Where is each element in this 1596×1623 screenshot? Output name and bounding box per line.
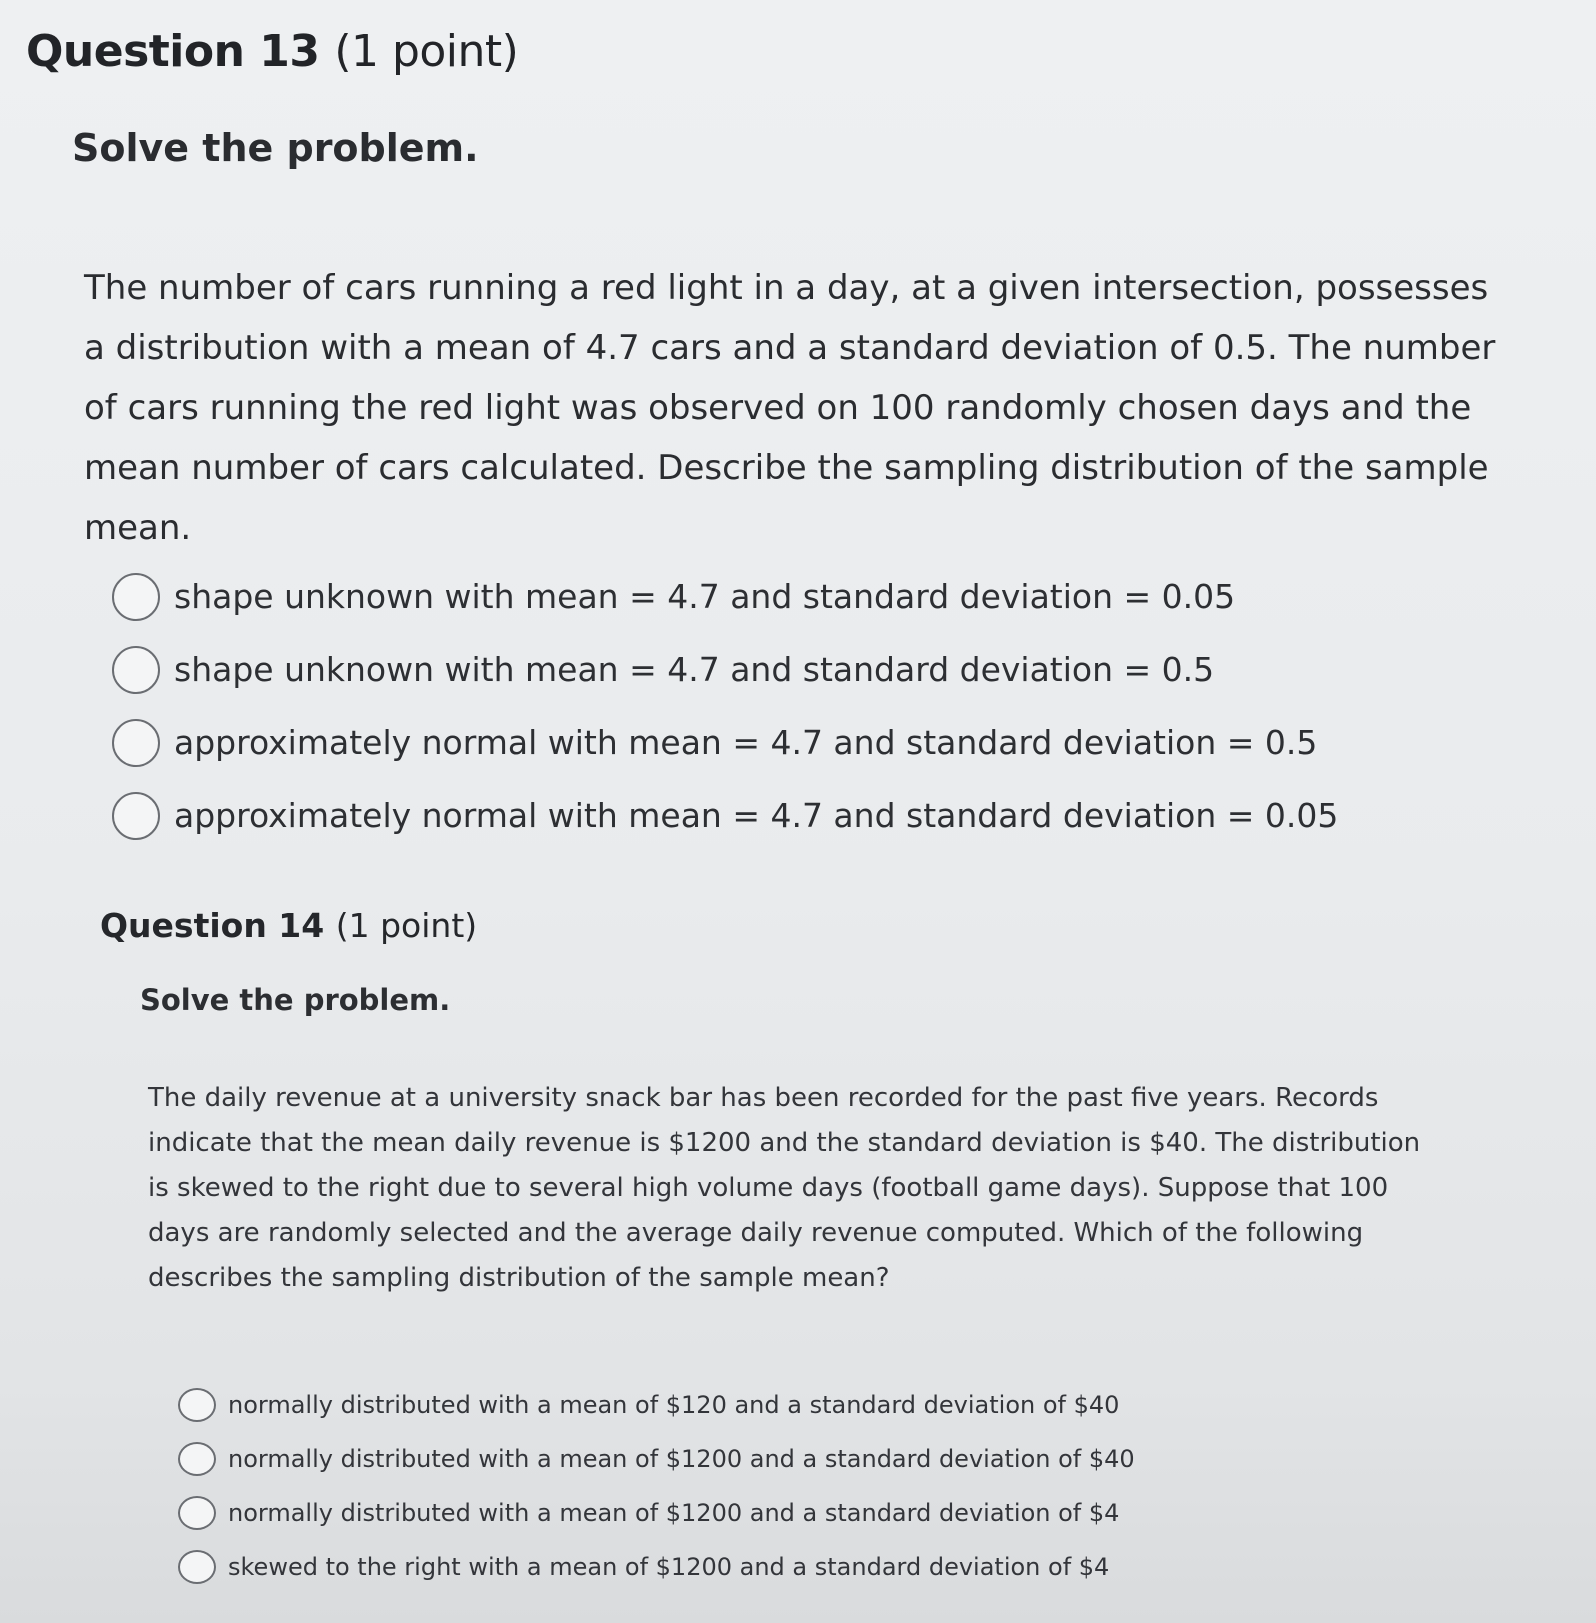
radio-button[interactable] bbox=[178, 1496, 216, 1530]
option-label: approximately normal with mean = 4.7 and standard deviation = 0.5 bbox=[174, 723, 1318, 762]
question-13-options bbox=[112, 560, 1338, 852]
option-label: normally distributed with a mean of $120 and a standard deviation of $40 bbox=[228, 1391, 1120, 1419]
question-14-instruction: Solve the problem. bbox=[140, 983, 451, 1017]
radio-button[interactable] bbox=[112, 573, 160, 621]
question-14-title: Question 14 bbox=[100, 906, 325, 945]
question-14-option[interactable] bbox=[178, 1486, 1135, 1540]
question-13-heading bbox=[26, 26, 518, 77]
option-label: skewed to the right with a mean of $1200 and a standard deviation of $4 bbox=[228, 1553, 1110, 1581]
question-13-points: (1 point) bbox=[334, 26, 519, 77]
question-14-options bbox=[178, 1378, 1135, 1594]
question-13-text: The number of cars running a red light in a day, at a given intersection, possesses a distribution with a mean of 4.7 cars and a standard deviation of 0.5. The number of cars running the red light was observed on 100 randomly chosen days and the mean number of cars calculated. Describe the sampling distribution of the sample mean. bbox=[84, 268, 1496, 548]
question-14-option[interactable] bbox=[178, 1432, 1135, 1486]
option-label: shape unknown with mean = 4.7 and standard deviation = 0.5 bbox=[174, 650, 1215, 689]
option-label: shape unknown with mean = 4.7 and standard deviation = 0.05 bbox=[174, 577, 1236, 616]
option-label: normally distributed with a mean of $1200 and a standard deviation of $40 bbox=[228, 1445, 1135, 1473]
question-14-points: (1 point) bbox=[335, 906, 478, 945]
question-13-option[interactable] bbox=[112, 560, 1338, 633]
radio-button[interactable] bbox=[178, 1550, 216, 1584]
radio-button[interactable] bbox=[178, 1388, 216, 1422]
radio-button[interactable] bbox=[112, 792, 160, 840]
radio-button[interactable] bbox=[178, 1442, 216, 1476]
question-13-instruction: Solve the problem. bbox=[72, 126, 479, 170]
question-13-option[interactable] bbox=[112, 706, 1338, 779]
option-label: approximately normal with mean = 4.7 and standard deviation = 0.05 bbox=[174, 796, 1339, 835]
radio-button[interactable] bbox=[112, 719, 160, 767]
option-label: normally distributed with a mean of $1200 and a standard deviation of $4 bbox=[228, 1499, 1120, 1527]
question-14-option[interactable] bbox=[178, 1540, 1135, 1594]
question-13-title: Question 13 bbox=[26, 26, 320, 77]
radio-button[interactable] bbox=[112, 646, 160, 694]
question-14-text: The daily revenue at a university snack bar has been recorded for the past five years. Records indicate that the mean daily revenue is $1200 and the standard deviation is $40. The distribution is skewed to the right due to several high volume days (football game days). Suppose that 100 days are randomly selected and the average daily revenue computed. Which of the following describes the sampling distribution of the sample mean? bbox=[148, 1083, 1421, 1293]
question-13-option[interactable] bbox=[112, 633, 1338, 706]
question-13-option[interactable] bbox=[112, 779, 1338, 852]
question-14-option[interactable] bbox=[178, 1378, 1135, 1432]
question-14-heading bbox=[100, 906, 477, 945]
